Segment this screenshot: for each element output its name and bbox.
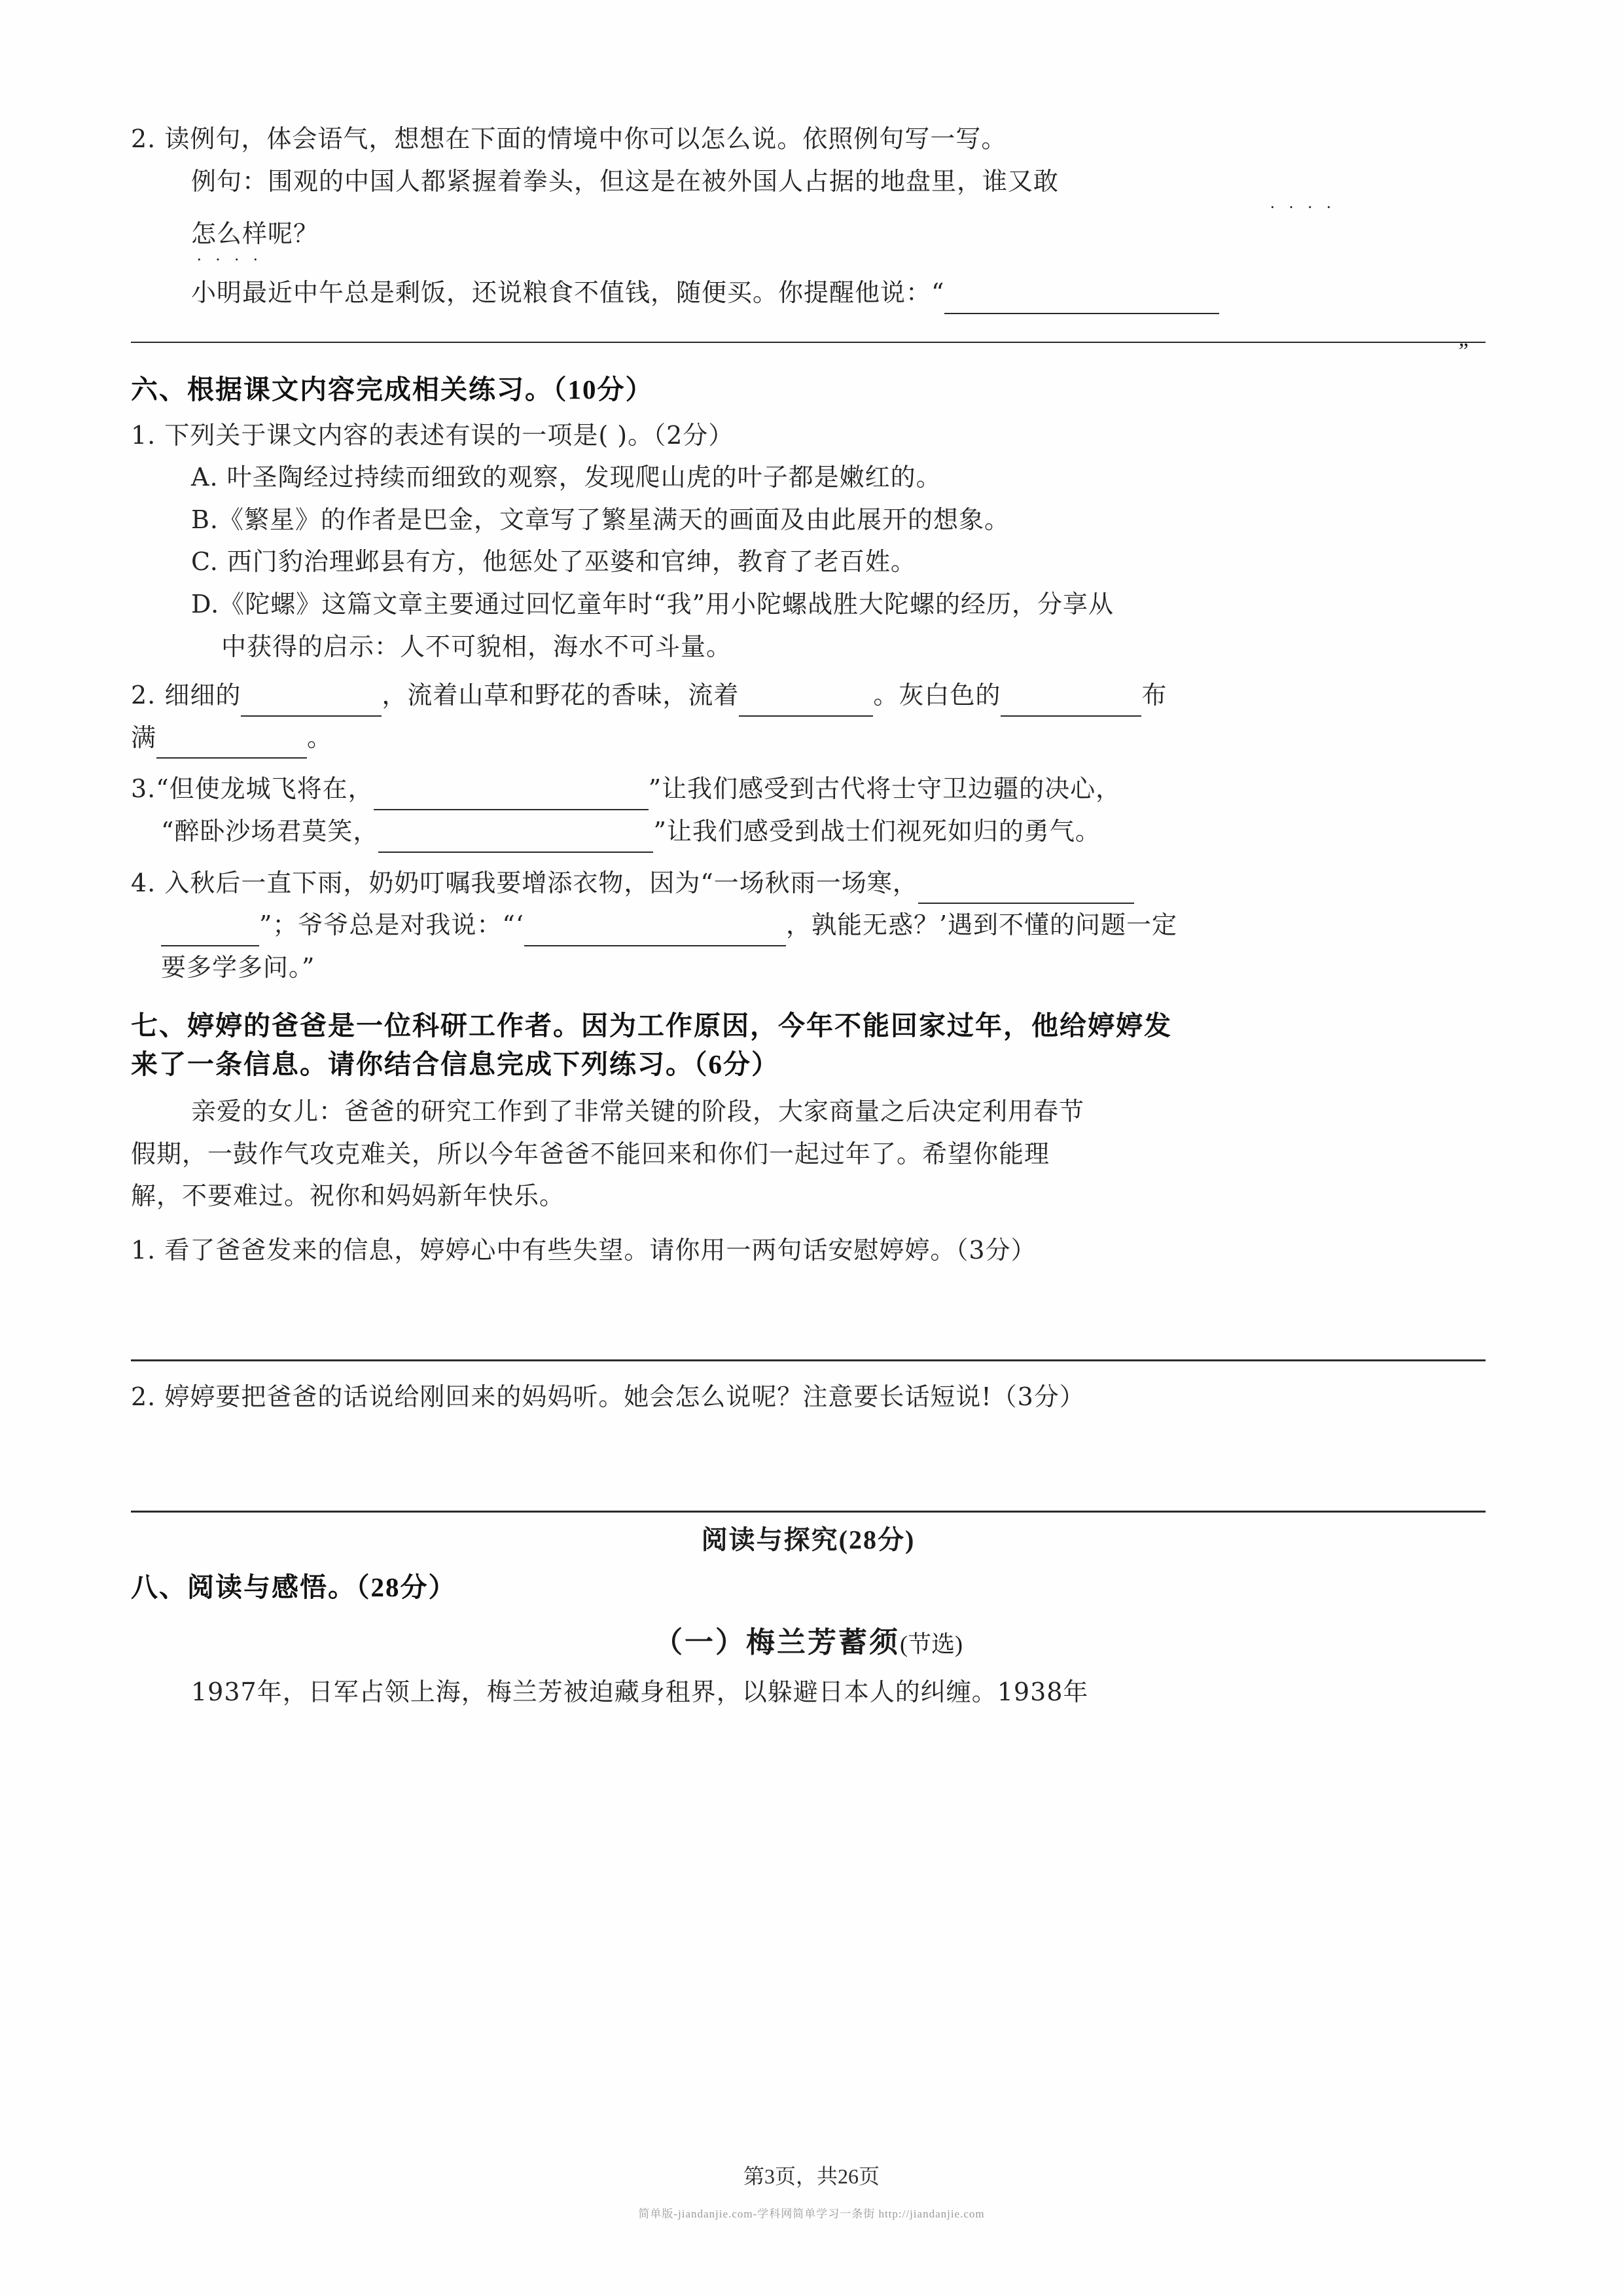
q4-text-2a: ”；爷爷总是对我说：“‘	[259, 910, 524, 940]
section-7	[131, 1004, 1486, 1513]
section-6-q3-line2	[131, 810, 1486, 853]
section-7-q1-answer-rule[interactable]	[131, 1311, 1486, 1361]
section-7-heading-line2: 来了一条信息。请你结合信息完成下列练习。（6分）	[131, 1049, 779, 1080]
q3-text-1b: ”让我们感受到古代将士守卫边疆的决心，	[648, 774, 1122, 804]
q3-text-1a: 3.“但使龙城飞将在，	[131, 774, 374, 804]
option-b[interactable]: B.《繁星》的作者是巴金，文章写了繁星满天的画面及由此展开的想象。	[191, 505, 1010, 534]
section-6-q4-line3: 要多学多问。”	[161, 952, 315, 982]
q3-blank-1[interactable]	[374, 787, 649, 810]
option-a[interactable]: A. 叶圣陶经过持续而细致的观察，发现爬山虎的叶子都是嫩红的。	[191, 463, 942, 492]
q3-text-2b: ”让我们感受到战士们视死如归的勇气。	[653, 816, 1101, 846]
section-6	[131, 368, 1486, 989]
q4-text-2b: ，孰能无惑？’遇到不懂的问题一定	[785, 910, 1178, 940]
page-content	[131, 118, 1486, 1717]
section-6-q1-stem: 1. 下列关于课文内容的表述有误的一项是( )。（2分）	[131, 420, 734, 450]
section-8-heading: 八、阅读与感悟。（28分）	[131, 1572, 457, 1603]
q2-part4: 布	[1141, 681, 1168, 710]
q2-blank-4[interactable]	[156, 736, 307, 759]
q4-text-1: 4. 入秋后一直下雨，奶奶叮嘱我要增添衣物，因为“一场秋雨一场寒，	[131, 868, 918, 897]
article-title-note: (节选)	[900, 1631, 963, 1658]
article-line-1: 1937年，日军占领上海，梅兰芳被迫藏身租界，以躲避日本人的纠缠。1938年	[191, 1677, 1089, 1707]
section-7-q1: 1. 看了爸爸发来的信息，婷婷心中有些失望。请你用一两句话安慰婷婷。（3分）	[131, 1236, 1037, 1265]
section-6-q4-line1	[131, 862, 1486, 905]
section-8	[131, 1519, 1486, 1713]
situation-text: 小明最近中午总是剩饭，还说粮食不值钱，随便买。你提醒他说：“	[191, 278, 945, 307]
emphasis-dots-2: ····	[196, 250, 272, 270]
example-text-line2: 怎么样呢？	[191, 219, 319, 248]
message-line-3: 解，不要难过。祝你和妈妈新年快乐。	[131, 1181, 565, 1211]
q3-blank-2[interactable]	[378, 830, 653, 853]
q4-blank-1b[interactable]	[161, 924, 259, 946]
reading-banner: 阅读与探究(28分)	[701, 1525, 916, 1555]
option-c[interactable]: C. 西门豹治理邺县有方，他惩处了巫婆和官绅，教育了老百姓。	[191, 547, 916, 577]
option-d[interactable]: D.《陀螺》这篇文章主要通过回忆童年时“我”用小陀螺战胜大陀螺的经历，分享从	[191, 589, 1115, 619]
message-line-1: 亲爱的女儿：爸爸的研究工作到了非常关键的阶段，大家商量之后决定利用春节	[191, 1097, 1085, 1126]
q3-text-2a: “醉卧沙场君莫笑，	[161, 816, 379, 846]
watermark-text: 简单版-jiandanjie.com-学科网简单学习一条街 http://jiandanjie.com	[638, 2208, 985, 2220]
article-title-row	[131, 1619, 1486, 1660]
message-line-2: 假期，一鼓作气攻克难关，所以今年爸爸不能回来和你们一起过年了。希望你能理	[131, 1139, 1050, 1168]
section-6-q3-line1	[131, 768, 1486, 810]
section-6-q4-line2	[131, 904, 1486, 946]
exercise-2-situation-line	[131, 272, 1486, 314]
q2-blank-2[interactable]	[739, 694, 873, 717]
section-6-heading: 六、根据课文内容完成相关练习。（10分）	[131, 374, 654, 404]
exercise-2-example	[131, 160, 1486, 203]
q4-blank-2[interactable]	[524, 924, 786, 946]
q2-blank-3[interactable]	[1001, 694, 1141, 717]
example-label: 例句：	[191, 166, 268, 196]
q2-part6: 。	[307, 723, 333, 752]
option-d-cont: 中获得的启示：人不可貌相，海水不可斗量。	[221, 632, 732, 661]
q4-blank-1[interactable]	[918, 881, 1134, 904]
q2-blank-1[interactable]	[241, 694, 382, 717]
exercise-2-block	[131, 118, 1486, 364]
page-footer: 第3页，共26页	[743, 2164, 880, 2188]
q2-part5: 满	[131, 723, 157, 752]
example-text-line1: 围观的中国人都紧握着拳头，但这是在被外国人占据的地盘里，谁又敢	[268, 166, 1060, 196]
article-title: （一）梅兰芳蓄须	[654, 1626, 900, 1659]
section-7-q2-answer-rule[interactable]	[131, 1462, 1486, 1513]
section-7-q2: 2. 婷婷要把爸爸的话说给刚回来的妈妈听。她会怎么说呢？注意要长话短说!（3分）	[131, 1382, 1085, 1411]
exercise-2-prompt: 2. 读例句，体会语气，想想在下面的情境中你可以怎么说。依照例句写一写。	[131, 124, 1007, 153]
q2-part3: 。灰白色的	[873, 681, 1001, 710]
section-7-heading-line1: 七、婷婷的爸爸是一位科研工作者。因为工作原因，今年不能回家过年，他给婷婷发	[131, 1011, 1172, 1041]
q2-part1: 2. 细细的	[131, 681, 241, 710]
emphasis-dots-1: ····	[1270, 198, 1345, 217]
section-6-q2-line2	[131, 717, 1486, 759]
section-6-q2-line1	[131, 674, 1486, 717]
closing-quote: ”	[1458, 338, 1469, 363]
answer-blank-1[interactable]	[944, 291, 1219, 314]
q2-part2: ，流着山草和野花的香味，流着	[382, 681, 740, 710]
